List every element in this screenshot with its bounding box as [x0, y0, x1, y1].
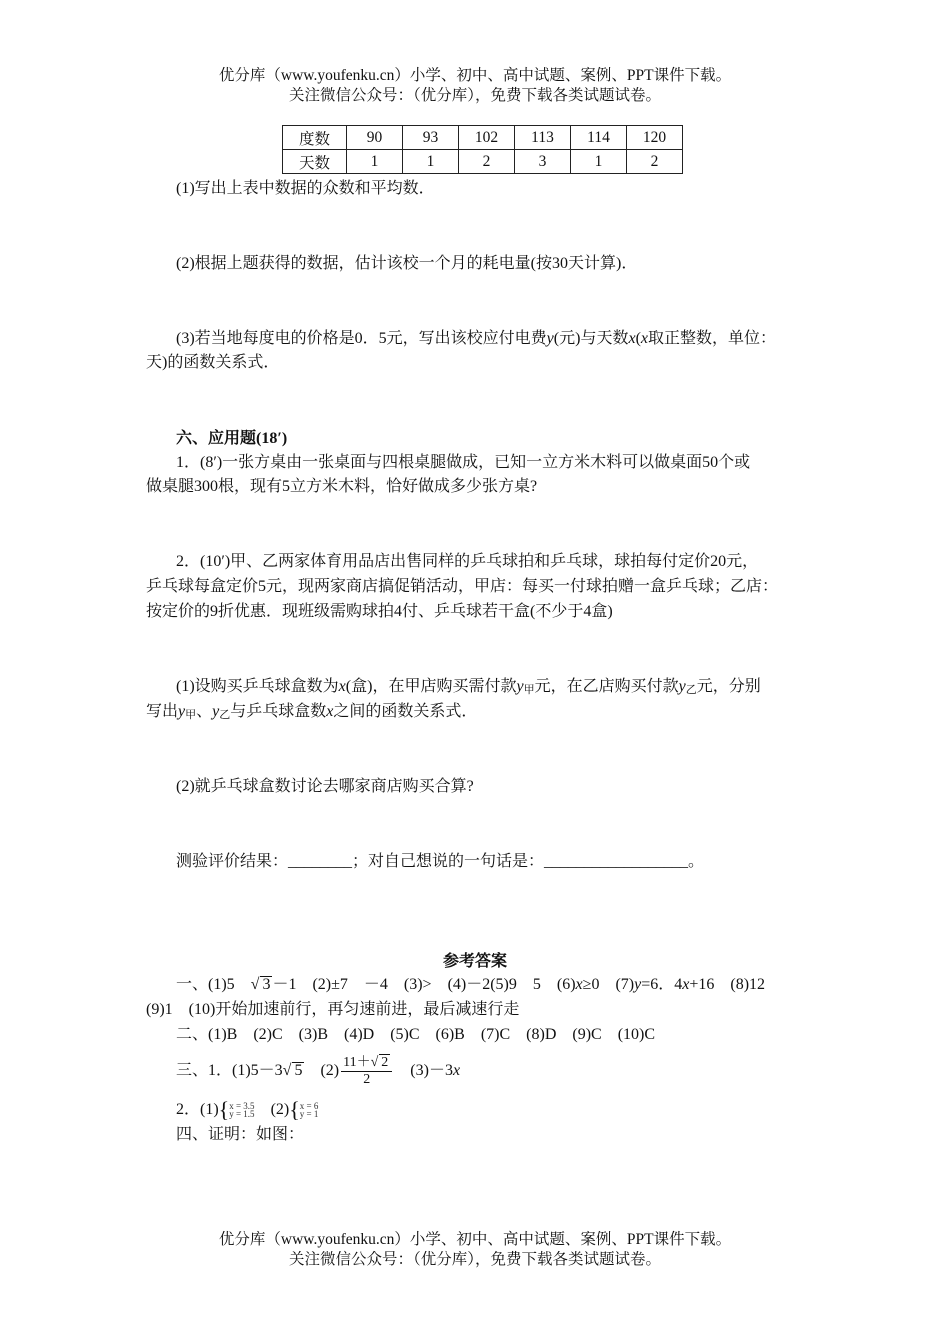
table-row — [283, 150, 683, 174]
q6-2-part-1-text: 之间的函数关系式． — [333, 703, 478, 720]
equation-row: y = 1 — [299, 1109, 319, 1120]
q6-2-part-1-text: (1)设购买乒乓球盒数为 — [176, 678, 339, 695]
sqrt-radicand: 3 — [262, 976, 271, 993]
table-row — [283, 126, 683, 150]
answers-title: 参考答案 — [442, 953, 507, 970]
section-6-title-text: 六、应用题(18′) — [176, 430, 288, 447]
fraction-denominator: 2 — [363, 1072, 371, 1088]
subscript-yi: 乙 — [219, 709, 231, 721]
evaluation-line: 测验评价结果：________；对自己想说的一句话是：__________________。 — [176, 853, 705, 870]
header-line-1: 优分库（www.youfenku.cn）小学、初中、高中试题、案例、PPT课件下载。 — [218, 67, 732, 84]
left-brace-icon: { — [218, 1097, 230, 1123]
page-header — [0, 66, 950, 106]
table-row-label: 天数 — [283, 150, 347, 174]
answer-text: +16 (8)12 — [689, 976, 766, 993]
q6-2-line-3: 按定价的9折优惠．现班级需购球拍4付、乒乓球若干盒(不少于4盒) — [146, 603, 613, 620]
q6-1-line-2: 做桌腿300根，现有5立方米木料，恰好做成多少张方桌? — [146, 478, 538, 495]
fraction — [341, 1054, 392, 1088]
var-x: x — [575, 976, 583, 993]
answers-line-3: 二、(1)B (2)C (3)B (4)D (5)C (6)B (7)C (8)D (9)C (10)C — [176, 1026, 656, 1043]
equation-row: y = 1.5 — [229, 1109, 255, 1120]
table-cell: 1 — [571, 150, 627, 174]
q5-part-2: (2)根据上题获得的数据，估计该校一个月的耗电量(按30天计算)． — [176, 255, 638, 272]
var-x: x — [452, 1062, 461, 1079]
table-cell: 93 — [403, 126, 459, 150]
subscript-yi: 乙 — [685, 684, 697, 696]
q5-part-3-text: 取正整数，单位： — [648, 330, 777, 347]
var-y: y — [212, 703, 220, 720]
var-x: x — [338, 678, 346, 695]
footer-line-1: 优分库（www.youfenku.cn）小学、初中、高中试题、案例、PPT课件下载。 — [218, 1231, 732, 1248]
table-cell: 102 — [459, 126, 515, 150]
answers-line-1 — [176, 974, 850, 996]
q5-part-1: (1)写出上表中数据的众数和平均数． — [176, 180, 435, 197]
answer-text: 2．(1) — [176, 1101, 219, 1118]
page-footer — [0, 1230, 950, 1270]
equation-system — [300, 1102, 319, 1118]
subscript-jia: 甲 — [523, 684, 535, 696]
var-y: y — [546, 330, 554, 347]
q5-part-3-text: ( — [635, 330, 641, 347]
q6-2-part-1 — [176, 676, 820, 701]
footer-line-2: 关注微信公众号：（优分库），免费下载各类试题试卷。 — [288, 1251, 661, 1268]
var-y: y — [634, 976, 642, 993]
sqrt-icon: √ — [370, 1055, 379, 1071]
q6-2-part-2: (2)就乒乓球盒数讨论去哪家商店购买合算? — [176, 778, 474, 795]
var-y: y — [678, 678, 686, 695]
q6-2-part-1-text: 元，分别 — [696, 678, 761, 695]
equation-system — [229, 1102, 254, 1118]
q6-2-part-1-text: 元，在乙店购买付款 — [534, 678, 679, 695]
var-y: y — [516, 678, 524, 695]
answer-text: ≥0 (7) — [582, 976, 635, 993]
var-x: x — [682, 976, 690, 993]
table-cell: 120 — [627, 126, 683, 150]
answers-line-2: (9)1 (10)开始加速前行，再匀速前进，最后减速行走 — [146, 1001, 520, 1018]
answer-text: (2) — [304, 1062, 340, 1079]
table-cell: 3 — [515, 150, 571, 174]
table-cell: 1 — [347, 150, 403, 174]
answer-text: (2) — [254, 1101, 290, 1118]
sqrt-radicand: 5 — [294, 1062, 303, 1079]
table-cell: 114 — [571, 126, 627, 150]
q6-2-line-1: 2．(10′)甲、乙两家体育用品店出售同样的乒乓球拍和乒乓球，球拍每付定价20元， — [176, 553, 759, 570]
table-cell: 1 — [403, 150, 459, 174]
section-6-title — [176, 428, 850, 450]
answer-text: 一、(1)5 — [176, 976, 251, 993]
q6-2-part-1-text: 与乒乓球盒数 — [230, 703, 327, 720]
var-x: x — [640, 330, 648, 347]
q6-2-part-1-line-2 — [146, 701, 820, 726]
q5-part-3 — [176, 328, 820, 350]
sqrt-radicand: 2 — [381, 1055, 389, 1071]
equation-row: x = 3.5 — [229, 1101, 255, 1112]
subscript-jia: 甲 — [185, 709, 197, 721]
var-x: x — [326, 703, 334, 720]
sqrt-icon: √ — [250, 976, 260, 993]
answer-text: (3)－3 — [394, 1062, 453, 1079]
table-row-label: 度数 — [283, 126, 347, 150]
left-brace-icon: { — [289, 1097, 300, 1123]
table-cell: 2 — [459, 150, 515, 174]
q6-2-part-1-text: 写出 — [146, 703, 179, 720]
answers-line-4 — [176, 1054, 850, 1088]
answer-text: －1 (2)±7 －4 (3)> (4)－2(5)9 5 (6) — [272, 976, 576, 993]
var-x: x — [628, 330, 636, 347]
q6-2-part-1-text: (盒)，在甲店购买需付款 — [345, 678, 517, 695]
q6-2-part-1-text: 、 — [196, 703, 213, 720]
q5-part-3-line-2: 天)的函数关系式． — [146, 354, 280, 371]
answer-text: =6．4 — [641, 976, 683, 993]
table-cell: 113 — [515, 126, 571, 150]
table-cell: 90 — [347, 126, 403, 150]
equation-row: x = 6 — [299, 1101, 319, 1112]
q6-1-line-1: 1．(8′)一张方桌由一张桌面与四根桌腿做成，已知一立方米木料可以做桌面50个或 — [176, 454, 751, 471]
answers-line-6: 四、证明：如图： — [176, 1126, 305, 1143]
q5-part-3-text: (元)与天数 — [553, 330, 629, 347]
var-y: y — [178, 703, 186, 720]
q6-2-line-2: 乒乓球每盒定价5元，现两家商店搞促销活动，甲店：每买一付球拍赠一盒乒乓球；乙店： — [146, 578, 779, 595]
numerator-text: 11＋ — [343, 1055, 371, 1071]
header-line-2: 关注微信公众号：（优分库），免费下载各类试题试卷。 — [288, 87, 661, 104]
answer-text: 三、1．(1)5－3 — [176, 1062, 283, 1079]
answers-line-5 — [176, 1098, 850, 1122]
data-table — [282, 125, 683, 174]
fraction-numerator — [341, 1054, 392, 1072]
q5-part-3-text: (3)若当地每度电的价格是0．5元，写出该校应付电费 — [176, 330, 547, 347]
table-cell: 2 — [627, 150, 683, 174]
sqrt-icon: √ — [282, 1062, 292, 1079]
